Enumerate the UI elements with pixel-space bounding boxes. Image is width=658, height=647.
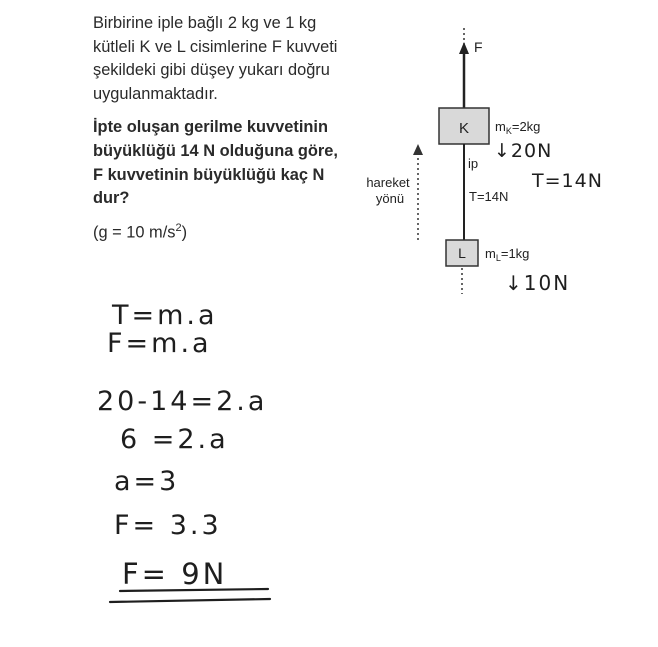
given-gravity: (g = 10 $m/s^2$): [93, 221, 188, 242]
mass-k-label: $m_K=2kg$: [495, 119, 541, 136]
motion-label-line2: yönü: [375, 191, 405, 206]
handwritten-weight-l: ↓10N: [505, 271, 571, 295]
block-l-label: L: [458, 245, 466, 261]
force-label: F: [474, 39, 483, 55]
handwritten-line-2: F=m.a: [107, 328, 212, 359]
handwritten-line-5: a=3: [114, 466, 180, 497]
handwritten-answer: F= 9N: [122, 557, 228, 591]
motion-label-line1: hareket: [366, 175, 410, 190]
answer-underline-2: [110, 599, 270, 602]
handwritten-line-6: F= 3.3: [114, 510, 222, 541]
handwritten-line-3: 20-14=2.a: [97, 386, 268, 417]
motion-direction-arrowhead: [413, 144, 423, 155]
problem-statement: Birbirine iple bağlı 2 kg ve 1 kg kütleli K ve L cisimlerine F kuvveti şekildeki gibi düşey yukarı doğru uygulanmaktadır.: [93, 14, 338, 103]
block-k-label: K: [458, 120, 470, 137]
mass-l-label: $m_L=1kg$: [485, 246, 530, 263]
problem-question: İpte oluşan gerilme kuvvetinin büyüklüğü 14 N olduğuna göre, F kuvvetinin büyüklüğü kaç N dur?: [93, 118, 338, 208]
force-arrowhead: [459, 42, 469, 54]
handwritten-line-4: 6 =2.a: [120, 424, 229, 455]
handwritten-tension: T=14N: [532, 170, 603, 192]
handwritten-weight-k: ↓20N: [494, 140, 553, 162]
tension-label: T=14N: [469, 189, 509, 204]
handwritten-line-1: T=m.a: [112, 300, 218, 331]
rope-label: ip: [468, 156, 479, 171]
